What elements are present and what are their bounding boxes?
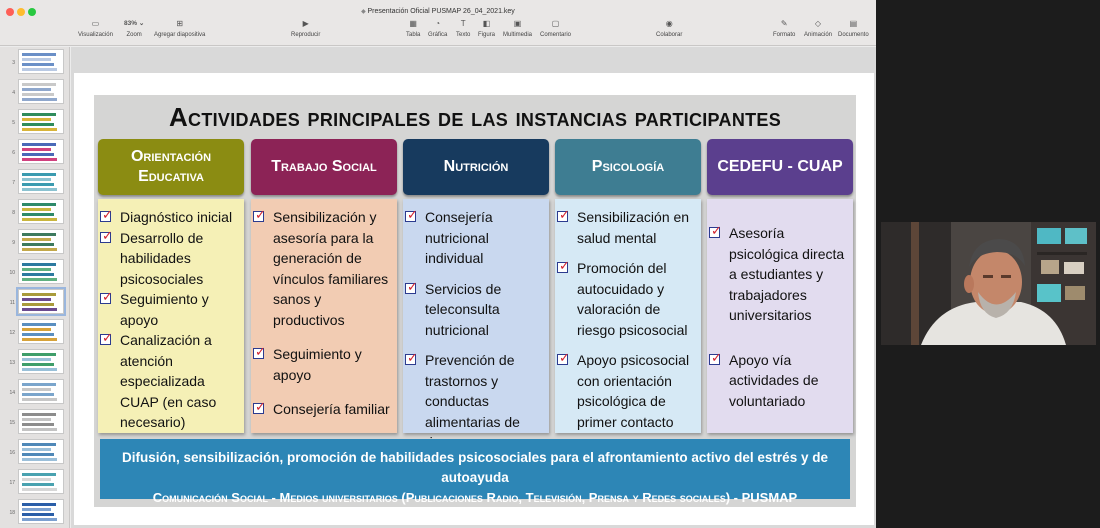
thumbnail-preview-bar (22, 298, 51, 301)
shape-icon: ◧ (482, 19, 491, 28)
slide-thumbnail[interactable] (18, 409, 64, 434)
activity-text: Consejería familiar (273, 401, 390, 417)
column-heading: Trabajo Social (251, 139, 397, 195)
activity-text: Apoyo psicosocial con orientación psicológica de primer contacto (577, 352, 690, 430)
thumbnail-preview-bar (22, 398, 57, 401)
thumbnail-preview-bar (22, 128, 57, 131)
activity-item (555, 350, 701, 432)
checkbox-icon (405, 283, 416, 294)
banner (100, 439, 850, 505)
text-icon: T (460, 19, 466, 28)
slide-thumbnail-row[interactable] (0, 107, 70, 135)
animate-icon: ◇ (814, 19, 822, 28)
comment-icon: ▢ (551, 19, 560, 28)
slide-thumbnail-row[interactable] (0, 377, 70, 405)
animate-button[interactable]: ◇ Animación (804, 19, 833, 38)
thumbnail-preview-bar (22, 388, 51, 391)
thumbnail-preview-bar (22, 393, 54, 396)
slide-title: Actividades principales de las instancias participantes (168, 102, 782, 132)
activity-item (251, 344, 397, 385)
thumbnail-preview-bar (22, 68, 57, 71)
thumbnail-preview-bar (22, 203, 56, 206)
column-body (707, 199, 853, 433)
thumbnail-preview-bar (22, 483, 54, 486)
slide-thumbnail[interactable] (18, 229, 64, 254)
slide-thumbnail-row[interactable] (0, 317, 70, 345)
checkbox-icon (709, 227, 720, 238)
thumbnail-preview-bar (22, 448, 51, 451)
table-button[interactable]: ▦ Tabla (406, 19, 421, 38)
thumbnail-preview-bar (22, 328, 51, 331)
slide-thumbnail-row[interactable] (0, 167, 70, 195)
thumbnail-preview-bar (22, 363, 54, 366)
slide-thumbnail-row[interactable] (0, 77, 70, 105)
column-heading: Nutrición (403, 139, 549, 195)
thumbnail-preview-bar (22, 63, 54, 66)
activity-item (251, 207, 397, 330)
thumbnail-preview-bar (22, 488, 57, 491)
thumbnail-preview-bar (22, 458, 57, 461)
webcam-video (881, 222, 1096, 345)
thumbnail-preview-bar (22, 248, 57, 251)
checkbox-icon (557, 262, 568, 273)
thumbnail-preview-bar (22, 238, 51, 241)
slide-number: 12 (9, 330, 15, 336)
slide-thumbnail-row[interactable] (0, 407, 70, 435)
checkbox-icon (557, 211, 568, 222)
thumbnail-preview-bar (22, 243, 54, 246)
checkbox-icon (405, 354, 416, 365)
window-title: ◆ Presentación Oficial PUSMAP 26_04_2021.key (361, 8, 515, 15)
thumbnail-preview-bar (22, 173, 56, 176)
chevron-down-icon: ⌄ (138, 20, 145, 27)
thumbnail-preview-bar (22, 143, 56, 146)
slide-number: 13 (9, 360, 15, 366)
thumbnail-preview-bar (22, 263, 56, 266)
format-button[interactable]: ✎ Formato (773, 19, 796, 38)
activity-text: Diagnóstico inicial (120, 209, 233, 225)
slide-number: 16 (9, 450, 15, 456)
slide-thumbnail-row[interactable] (0, 347, 70, 375)
slide[interactable] (74, 73, 874, 525)
thumbnail-preview-bar (22, 98, 57, 101)
slide-thumbnail[interactable] (18, 349, 64, 374)
slide-thumbnail[interactable] (18, 169, 64, 194)
add-slide-button[interactable]: ⊞ Agregar diapositiva (154, 19, 206, 38)
column-body (403, 199, 549, 433)
add-slide-icon: ⊞ (176, 19, 184, 28)
thumbnail-preview-bar (22, 453, 54, 456)
thumbnail-preview-bar (22, 508, 51, 511)
slide-thumbnail-row[interactable] (0, 227, 70, 255)
slide-thumbnail[interactable] (18, 289, 64, 314)
checkbox-icon (100, 211, 111, 222)
activity-item (98, 330, 244, 433)
slide-number: 14 (9, 390, 15, 396)
document-panel-icon: ▤ (849, 19, 858, 28)
media-button[interactable]: ▣ Multimedia (503, 19, 533, 38)
thumbnail-preview-bar (22, 268, 51, 271)
checkbox-icon (253, 403, 264, 414)
checkbox-icon (557, 354, 568, 365)
thumbnail-preview-bar (22, 518, 57, 521)
activity-text: Asesoría psicológica directa a estudiantes y trabajadores universitarios (729, 225, 845, 323)
thumbnail-preview-bar (22, 118, 51, 121)
media-icon: ▣ (513, 19, 522, 28)
thumbnail-preview-bar (22, 113, 56, 116)
thumbnail-preview-bar (22, 208, 51, 211)
slide-thumbnail[interactable] (18, 319, 64, 344)
thumbnail-preview-bar (22, 383, 56, 386)
thumbnail-preview-bar (22, 158, 57, 161)
thumbnail-preview-bar (22, 413, 56, 416)
banner-line-2: Comunicación Social - Medios universitarios (Publicaciones Radio, Televisión, Prensa y Redes sociales) - PUSMAP (152, 490, 798, 505)
thumbnail-preview-bar (22, 503, 56, 506)
slide-thumbnail[interactable] (18, 469, 64, 494)
document-icon: ◆ (361, 9, 368, 15)
text-button[interactable]: T Texto (456, 19, 471, 38)
collaborate-button[interactable]: ◉ Colaborar (656, 19, 683, 38)
thumbnail-preview-bar (22, 323, 56, 326)
checkbox-icon (100, 334, 111, 345)
thumbnail-preview-bar (22, 123, 54, 126)
thumbnail-preview-bar (22, 233, 56, 236)
thumbnail-preview-bar (22, 273, 54, 276)
zoom-menu[interactable]: 83% ⌄ Zoom (124, 20, 145, 38)
activity-text: Servicios de teleconsulta nutricional (425, 280, 502, 338)
checkbox-icon (709, 354, 720, 365)
slide-number: 17 (9, 480, 15, 486)
collaborate-icon: ◉ (665, 19, 673, 28)
thumbnail-preview-bar (22, 213, 54, 216)
slide-thumbnail-row[interactable] (0, 197, 70, 225)
activity-item (403, 279, 549, 341)
slide-content (94, 95, 856, 507)
thumbnail-preview-bar (22, 478, 51, 481)
thumbnail-preview-bar (22, 153, 54, 156)
thumbnail-preview-bar (22, 58, 51, 61)
thumbnail-preview-bar (22, 53, 56, 56)
view-button[interactable]: ▭ Visualización (78, 19, 113, 38)
checkbox-icon (253, 348, 264, 359)
slide-thumbnail[interactable] (18, 499, 64, 524)
activity-item (707, 223, 853, 326)
banner-line-1: Difusión, sensibilización, promoción de habilidades psicosociales para el afrontamiento activo del estrés y de autoayuda (122, 450, 828, 485)
thumbnail-preview-bar (22, 513, 54, 516)
slide-number: 15 (9, 420, 15, 426)
activity-item (98, 207, 244, 228)
activity-item (555, 207, 701, 248)
thumbnail-preview-bar (22, 428, 57, 431)
thumbnail-preview-bar (22, 188, 57, 191)
column-body (555, 199, 701, 433)
chart-icon: ◔ (435, 19, 441, 28)
slide-thumbnail-row[interactable] (0, 467, 70, 495)
activity-text: Seguimiento y apoyo (273, 346, 362, 383)
paintbrush-icon: ✎ (780, 19, 788, 28)
thumbnail-preview-bar (22, 473, 56, 476)
thumbnail-preview-bar (22, 418, 51, 421)
thumbnail-preview-bar (22, 83, 56, 86)
activity-item (98, 228, 244, 290)
slide-navigator (0, 47, 70, 528)
slide-number: 10 (9, 270, 15, 276)
thumbnail-preview-bar (22, 88, 51, 91)
table-icon: ▦ (409, 19, 417, 28)
column-body (98, 199, 244, 433)
shape-button[interactable]: ◧ Figura (478, 19, 496, 38)
play-button[interactable]: ▶ Reproducir (291, 19, 321, 38)
activity-item (555, 258, 701, 340)
slide-thumbnail[interactable] (18, 379, 64, 404)
slide-thumbnail[interactable] (18, 439, 64, 464)
slide-thumbnail-row[interactable] (0, 437, 70, 465)
slide-thumbnail[interactable] (18, 139, 64, 164)
activity-text: Desarrollo de habilidades psicosociales (120, 229, 204, 287)
slide-thumbnail[interactable] (18, 79, 64, 104)
column-heading: CEDEFU - CUAP (707, 139, 853, 195)
thumbnail-preview-bar (22, 308, 57, 311)
slide-thumbnail-row[interactable] (0, 137, 70, 165)
slide-number: 18 (9, 510, 15, 516)
slide-thumbnail-row[interactable] (0, 257, 70, 285)
thumbnail-preview-bar (22, 368, 57, 371)
slide-thumbnail[interactable] (18, 49, 64, 74)
activity-item (707, 350, 853, 412)
thumbnail-preview-bar (22, 443, 56, 446)
checkbox-icon (100, 293, 111, 304)
thumbnail-preview-bar (22, 178, 51, 181)
activity-text: Promoción del autocuidado y valoración de riesgo psicosocial (577, 260, 688, 338)
slide-number: 5 (12, 120, 15, 126)
activity-item (251, 399, 397, 420)
activity-text: Seguimiento y apoyo (120, 291, 209, 328)
chart-button[interactable]: ◔ Gráfica (428, 19, 448, 38)
activity-item (403, 207, 549, 269)
slide-thumbnail-row[interactable] (0, 497, 70, 525)
comment-button[interactable]: ▢ Comentario (540, 19, 572, 38)
slide-canvas (71, 47, 876, 528)
checkbox-icon (253, 211, 264, 222)
slide-thumbnail-row[interactable] (0, 287, 70, 315)
thumbnail-preview-bar (22, 93, 54, 96)
column-heading: Psicología (555, 139, 701, 195)
checkbox-icon (100, 232, 111, 243)
thumbnail-preview-bar (22, 293, 56, 296)
thumbnail-preview-bar (22, 148, 51, 151)
slide-number: 8 (12, 210, 15, 216)
thumbnail-preview-bar (22, 303, 54, 306)
checkbox-icon (405, 211, 416, 222)
thumbnail-preview-bar (22, 333, 54, 336)
thumbnail-preview-bar (22, 338, 57, 341)
slide-number: 11 (9, 300, 15, 306)
slide-thumbnail[interactable] (18, 109, 64, 134)
slide-number: 9 (12, 240, 15, 246)
activity-text: Sensibilización y asesoría para la generación de vínculos familiares sanos y productivos (273, 209, 389, 328)
slide-number: 4 (12, 90, 15, 96)
activity-text: Sensibilización en salud mental (577, 209, 690, 246)
activity-text: Consejería nutricional individual (425, 209, 493, 266)
sidebar-icon: ▭ (91, 19, 100, 28)
webcam-image (881, 222, 1096, 345)
slide-number: 6 (12, 150, 15, 156)
thumbnail-preview-bar (22, 278, 57, 281)
thumbnail-preview-bar (22, 353, 56, 356)
play-icon: ▶ (302, 19, 309, 28)
slide-number: 7 (12, 180, 15, 186)
slide-thumbnail[interactable] (18, 259, 64, 284)
activity-text: Canalización a atención especializada CUAP (en caso necesario) (120, 332, 217, 430)
toolbar (0, 0, 876, 46)
document-button[interactable]: ▤ Documento (838, 19, 869, 38)
thumbnail-preview-bar (22, 423, 54, 426)
slide-thumbnail[interactable] (18, 199, 64, 224)
activity-item (403, 350, 549, 453)
activity-text: Prevención de trastornos y conductas alimentarias de (425, 352, 520, 430)
activity-item (98, 289, 244, 330)
column-body (251, 199, 397, 433)
slide-number: 3 (12, 60, 15, 66)
thumbnail-preview-bar (22, 183, 54, 186)
activity-text: Apoyo vía actividades de voluntariado (729, 351, 819, 409)
slide-thumbnail-row[interactable] (0, 47, 70, 75)
column-heading: Orientación Educativa (98, 139, 244, 195)
thumbnail-preview-bar (22, 218, 57, 221)
thumbnail-preview-bar (22, 358, 51, 361)
